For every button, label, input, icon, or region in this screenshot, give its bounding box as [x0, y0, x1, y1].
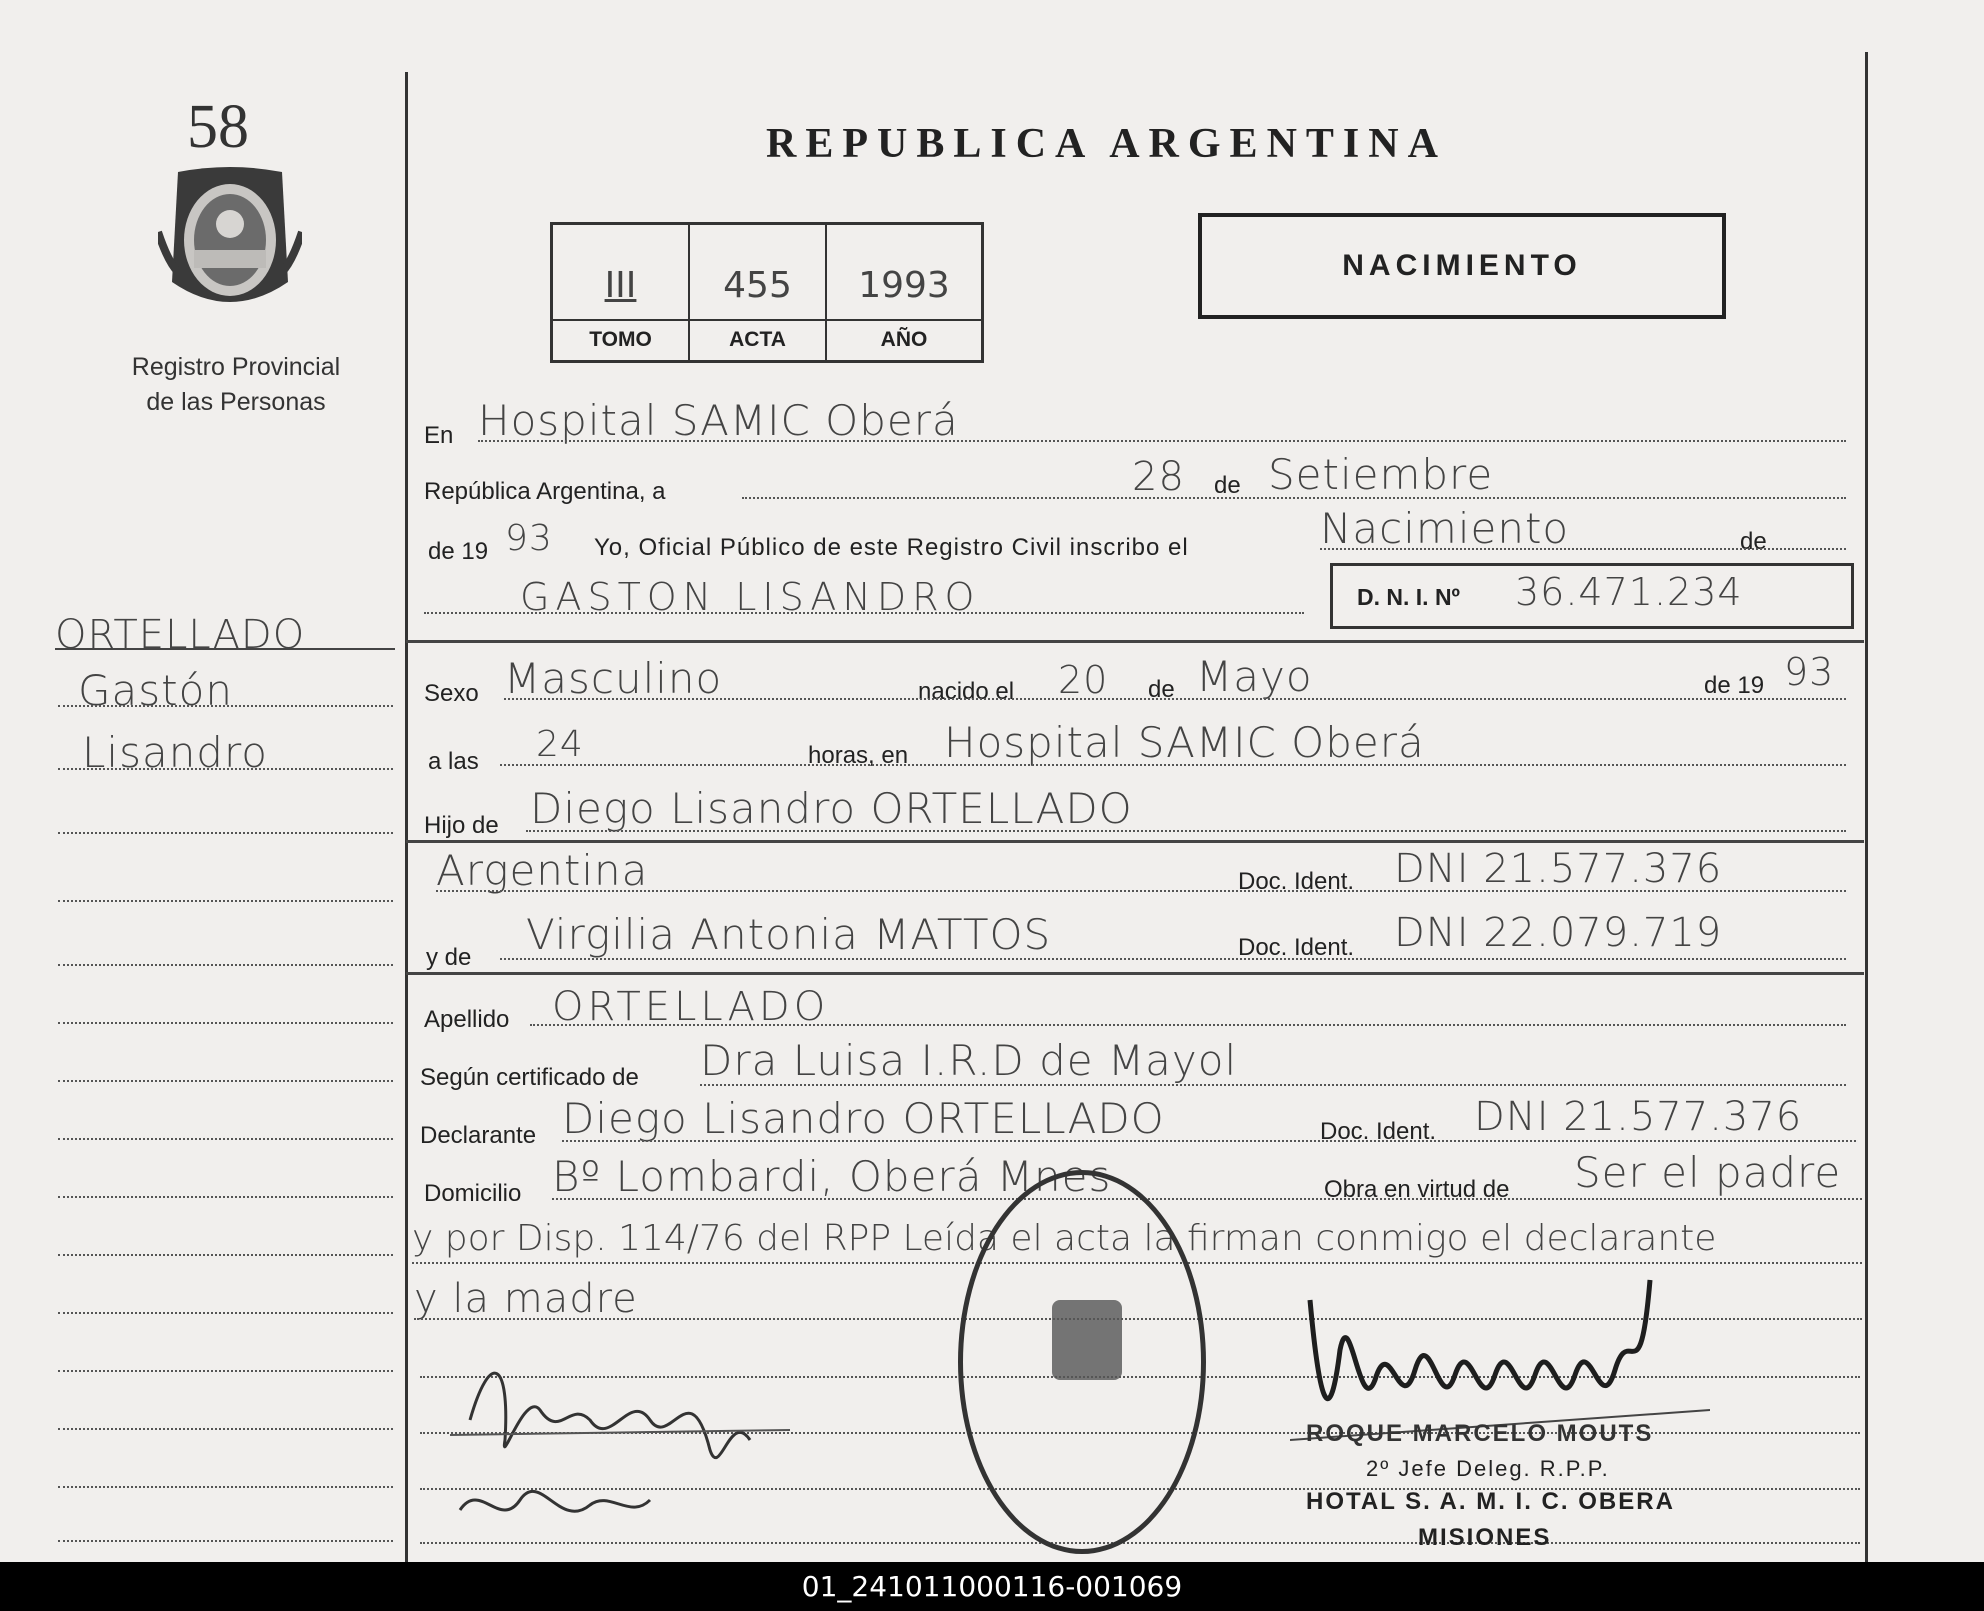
mother-line [500, 958, 1846, 960]
domicilio-line [552, 1198, 1862, 1200]
note-line-1: y por Disp. 114/76 del RPP Leída el acta la firman conmigo el declarante [412, 1218, 1717, 1259]
act-type-line [1320, 548, 1846, 550]
mother-name: Virgilia Antonia MATTOS [526, 910, 1052, 959]
hour-value: 24 [536, 724, 584, 765]
declarante-label: Declarante [420, 1122, 537, 1149]
oficial-text: Yo, Oficial Público de este Registro Civil inscribo el [594, 534, 1189, 561]
de-label: de [1214, 472, 1241, 499]
sexo-line [504, 698, 1846, 700]
apellido-value: ORTELLADO [552, 984, 830, 1030]
mother-doc: DNI 22.079.719 [1394, 910, 1723, 956]
de-label-2: de [1740, 528, 1767, 555]
registry-line1: Registro Provincial [131, 353, 341, 381]
declarant-doc: DNI 21.577.376 [1474, 1094, 1803, 1140]
declarant-name: Diego Lisandro ORTELLADO [562, 1094, 1165, 1143]
horas-label: horas, en [808, 742, 909, 769]
ano-value: 1993 [858, 265, 950, 306]
date-line [742, 497, 1846, 499]
margin-second-name: Lisandro [82, 728, 269, 777]
birth-day: 20 [1058, 658, 1109, 702]
obra-value: Ser el padre [1574, 1148, 1842, 1197]
dni-label: D. N. I. Nº [1357, 584, 1460, 610]
ref-cell-acta [690, 225, 827, 360]
reference-box [550, 222, 984, 363]
father-doc: DNI 21.577.376 [1394, 846, 1723, 892]
acta-value: 455 [723, 265, 792, 306]
birth-de-label: de [1148, 676, 1175, 703]
officer-office: HOTAL S. A. M. I. C. OBERA [1306, 1488, 1675, 1515]
day-value: 28 [1132, 454, 1185, 500]
segun-label: Según certificado de [420, 1064, 639, 1091]
acta-label: ACTA [690, 319, 825, 359]
place-value: Hospital SAMIC Oberá [478, 396, 959, 445]
apellido-label: Apellido [424, 1006, 510, 1033]
sexo-label: Sexo [424, 680, 479, 707]
act-type-value: Nacimiento [1320, 504, 1570, 553]
child-names-line [424, 612, 1304, 614]
dni-box [1330, 563, 1854, 629]
ref-cell-tomo [553, 225, 690, 360]
officer-name: ROQUE MARCELO MOUTS [1306, 1420, 1654, 1447]
tomo-label: TOMO [553, 319, 688, 359]
place-line [478, 440, 1846, 442]
father-nationality: Argentina [436, 846, 649, 895]
registry-name [96, 350, 376, 420]
declarant-doc-label: Doc. Ident. [1320, 1118, 1437, 1145]
stamp-emblem-icon [1052, 1300, 1122, 1380]
child-names: GASTON LISANDRO [520, 575, 981, 619]
apellido-line [530, 1024, 1846, 1026]
declarant-line [562, 1140, 1856, 1142]
domicilio-label: Domicilio [424, 1180, 522, 1207]
declarant-signature-icon [430, 1330, 830, 1560]
registry-line2: de las Personas [146, 388, 326, 416]
birth-year-suffix: 93 [1784, 650, 1835, 694]
ref-cell-ano [827, 225, 981, 360]
yde-label: y de [426, 944, 472, 971]
sexo-value: Masculino [504, 654, 723, 703]
left-column-divider [405, 72, 408, 1562]
address-value: Bº Lombardi, Oberá Mnes [552, 1152, 1112, 1201]
hijo-label: Hijo de [424, 812, 499, 839]
mother-doc-label: Doc. Ident. [1238, 934, 1355, 961]
margin-surname: ORTELLADO [55, 612, 306, 658]
republica-label: República Argentina, a [424, 478, 666, 505]
officer-province: MISIONES [1418, 1524, 1552, 1551]
dni-value: 36.471.234 [1515, 570, 1743, 614]
nacido-label: nacido el [918, 678, 1015, 705]
section-divider-3 [406, 972, 1864, 975]
year-label: de 19 [428, 538, 489, 565]
note-line-2: y la madre [414, 1276, 638, 1322]
margin-surname-line [55, 648, 395, 650]
father-line [526, 830, 1846, 832]
folio-number: 58 [187, 93, 249, 161]
record-type-box [1198, 213, 1726, 319]
certifier-line [700, 1084, 1846, 1086]
country-title: REPUBLICA ARGENTINA [766, 121, 1447, 167]
month-value: Setiembre [1268, 450, 1494, 499]
section-divider-2 [406, 840, 1864, 843]
en-label: En [424, 422, 454, 449]
birth-month: Mayo [1196, 652, 1313, 701]
father-name: Diego Lisandro ORTELLADO [530, 784, 1133, 833]
tomo-value: III [604, 265, 637, 306]
ano-label: AÑO [827, 319, 981, 359]
record-type: NACIMIENTO [1342, 249, 1582, 282]
year-suffix: 93 [505, 518, 553, 559]
alas-label: a las [428, 748, 479, 775]
image-id-footer: 01_241011000116-001069 [0, 1562, 1984, 1611]
right-border [1865, 52, 1868, 1562]
section-divider-1 [406, 640, 1864, 643]
father-doc-label: Doc. Ident. [1238, 868, 1355, 895]
birth-place: Hospital SAMIC Oberá [944, 718, 1425, 767]
obra-label: Obra en virtud de [1324, 1176, 1510, 1203]
birth-year-label: de 19 [1704, 672, 1765, 699]
father-doc-line [436, 890, 1846, 892]
officer-title: 2º Jefe Deleg. R.P.P. [1366, 1456, 1610, 1481]
hour-line [500, 764, 1846, 766]
provincia-de-misiones-seal-icon [158, 162, 302, 322]
margin-first-name: Gastón [78, 666, 233, 715]
certifier: Dra Luisa I.R.D de Mayol [700, 1036, 1238, 1085]
